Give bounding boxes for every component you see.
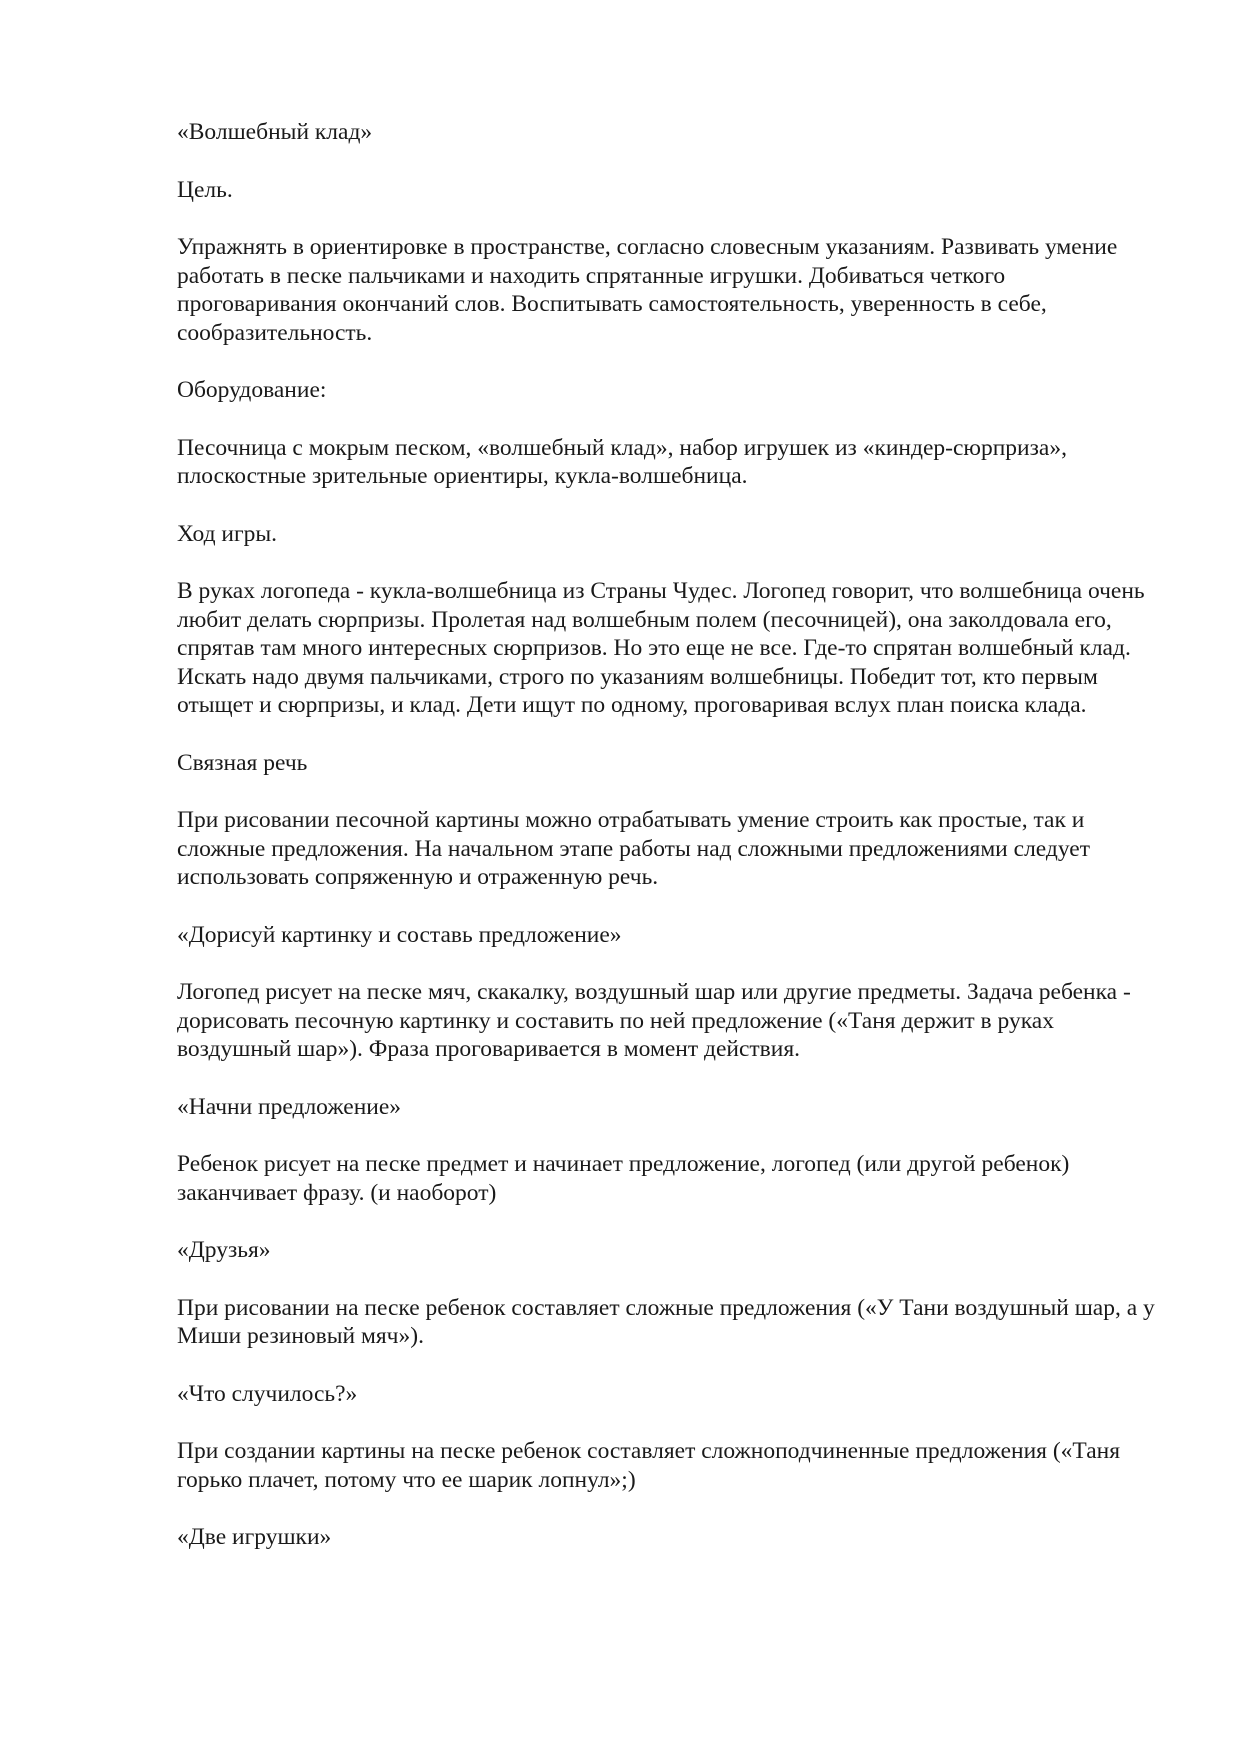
game-title-draw-picture: «Дорисуй картинку и составь предложение» [177, 921, 622, 948]
coherent-speech-heading: Связная речь [177, 749, 308, 776]
game-text-what-happened: При создании картины на песке ребенок составляет сложноподчиненные предложения («Таня горько плачет, потому что ее шарик лопнул»;) [177, 1438, 1121, 1493]
document-body [177, 118, 1162, 1581]
section-title-magic-treasure: «Волшебный клад» [177, 119, 373, 145]
coherent-speech-text: При рисовании песочной картины можно отрабатывать умение строить как простые, так и сложные предложения. На начальном этапе работы над сложными предложениями следует использовать сопряженную и отраженную речь. [177, 807, 1091, 890]
game-progress-text: В руках логопеда - кукла-волшебница из Страны Чудес. Логопед говорит, что волшебница очень любит делать сюрпризы. Пролетая над волшебным полем (песочницей), она заколдовала его, спрятав там много интересных сюрпризов. Но это еще не все. Где-то спрятан волшебный клад. Искать надо двумя пальчиками, строго по указаниям волшебницы. Победит тот, кто первым отыщет и сюрпризы, и клад. Дети ищут по одному, проговаривая вслух план поиска клада. [177, 578, 1145, 718]
game-title-two-toys: «Две игрушки» [177, 1524, 332, 1550]
equipment-text: Песочница с мокрым песком, «волшебный клад», набор игрушек из «киндер-сюрприза», плоскостные зрительные ориентиры, кукла-волшебница. [177, 434, 1067, 489]
equipment-heading: Оборудование: [177, 377, 327, 403]
game-title-what-happened: «Что случилось?» [177, 1380, 358, 1407]
game-title-friends: «Друзья» [177, 1237, 271, 1263]
game-text-draw-picture: Логопед рисует на песке мяч, скакалку, воздушный шар или другие предметы. Задача ребенка - дорисовать песочную картинку и составить по ней предложение («Таня держит в руках воздушный шар»). Фраза проговаривается в момент действия. [177, 979, 1131, 1062]
goal-heading: Цель. [177, 176, 233, 203]
game-text-friends: При рисовании на песке ребенок составляет сложные предложения («У Тани воздушный шар, а у Миши резиновый мяч»). [177, 1294, 1155, 1349]
game-title-start-sentence: «Начни предложение» [177, 1093, 402, 1120]
game-progress-heading: Ход игры. [177, 520, 278, 547]
game-text-start-sentence: Ребенок рисует на песке предмет и начинает предложение, логопед (или другой ребенок) заканчивает фразу. (и наоборот) [177, 1151, 1070, 1206]
goal-text: Упражнять в ориентировке в пространстве, согласно словесным указаниям. Развивать умение работать в песке пальчиками и находить спрятанные игрушки. Добиваться четкого проговаривания окончаний слов. Воспитывать самостоятельность, уверенность в себе, сообразительность. [177, 234, 1118, 346]
